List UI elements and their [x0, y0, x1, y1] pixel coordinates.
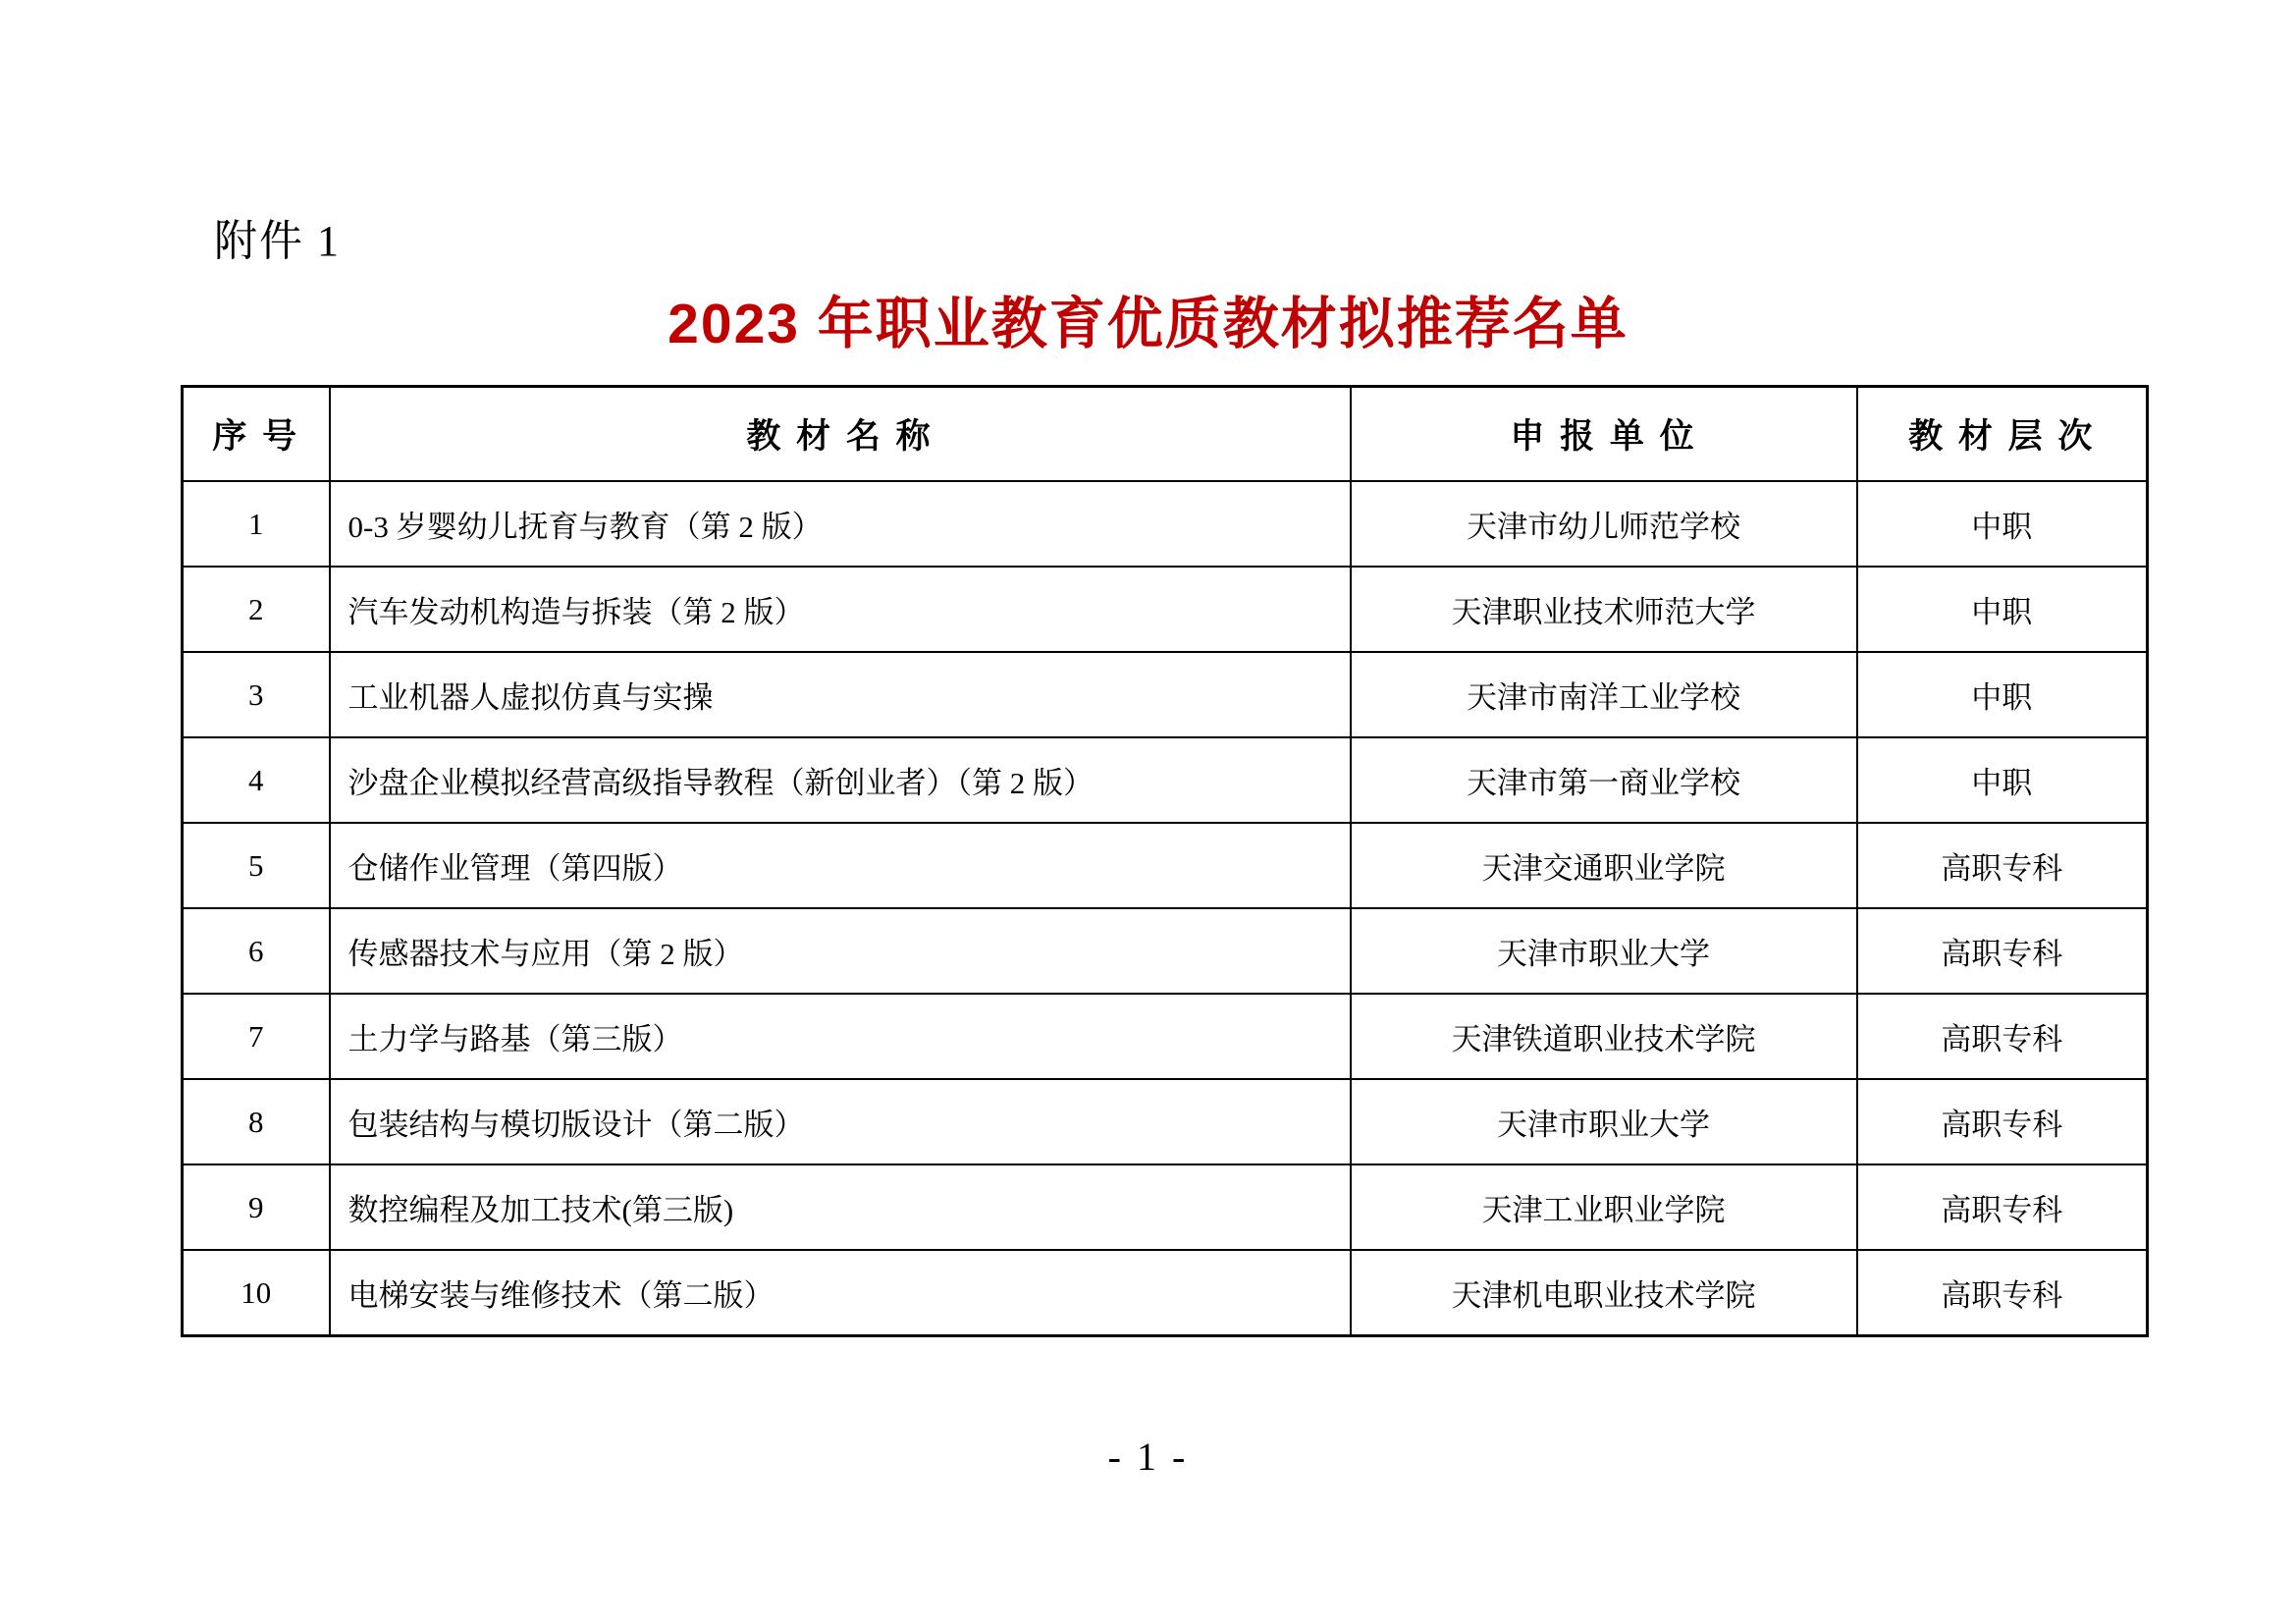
cell-textbook-level: 高职专科	[1857, 1250, 2148, 1336]
header-serial-number: 序 号	[183, 387, 330, 482]
cell-serial: 1	[183, 481, 330, 567]
cell-textbook-level: 高职专科	[1857, 1079, 2148, 1164]
cell-textbook-name: 0-3 岁婴幼儿抚育与教育（第 2 版）	[330, 481, 1351, 567]
cell-applying-unit: 天津市职业大学	[1351, 908, 1857, 994]
cell-textbook-level: 中职	[1857, 652, 2148, 737]
cell-textbook-name: 沙盘企业模拟经营高级指导教程（新创业者）（第 2 版）	[330, 737, 1351, 823]
cell-textbook-name: 工业机器人虚拟仿真与实操	[330, 652, 1351, 737]
table-row	[183, 823, 2148, 908]
cell-applying-unit: 天津市幼儿师范学校	[1351, 481, 1857, 567]
cell-textbook-name: 包装结构与模切版设计（第二版）	[330, 1079, 1351, 1164]
cell-textbook-level: 高职专科	[1857, 908, 2148, 994]
cell-serial: 2	[183, 567, 330, 652]
cell-serial: 10	[183, 1250, 330, 1336]
table-row	[183, 652, 2148, 737]
cell-applying-unit: 天津工业职业学院	[1351, 1164, 1857, 1250]
cell-applying-unit: 天津市职业大学	[1351, 1079, 1857, 1164]
header-textbook-level: 教 材 层 次	[1857, 387, 2148, 482]
cell-serial: 8	[183, 1079, 330, 1164]
cell-applying-unit: 天津交通职业学院	[1351, 823, 1857, 908]
cell-textbook-name: 数控编程及加工技术(第三版)	[330, 1164, 1351, 1250]
attachment-label: 附件 1	[214, 217, 341, 265]
header-textbook-name: 教 材 名 称	[330, 387, 1351, 482]
cell-serial: 6	[183, 908, 330, 994]
cell-applying-unit: 天津铁道职业技术学院	[1351, 994, 1857, 1079]
cell-textbook-level: 中职	[1857, 567, 2148, 652]
cell-applying-unit: 天津机电职业技术学院	[1351, 1250, 1857, 1336]
cell-serial: 3	[183, 652, 330, 737]
cell-applying-unit: 天津职业技术师范大学	[1351, 567, 1857, 652]
header-applying-unit: 申 报 单 位	[1351, 387, 1857, 482]
cell-serial: 4	[183, 737, 330, 823]
cell-serial: 9	[183, 1164, 330, 1250]
cell-textbook-level: 高职专科	[1857, 994, 2148, 1079]
document-title: 2023 年职业教育优质教材拟推荐名单	[667, 293, 1629, 355]
cell-textbook-name: 电梯安装与维修技术（第二版）	[330, 1250, 1351, 1336]
table-row	[183, 908, 2148, 994]
table-row	[183, 481, 2148, 567]
table-row	[183, 1079, 2148, 1164]
table-row	[183, 567, 2148, 652]
cell-serial: 5	[183, 823, 330, 908]
cell-serial: 7	[183, 994, 330, 1079]
cell-textbook-level: 中职	[1857, 737, 2148, 823]
table-row	[183, 1250, 2148, 1336]
cell-textbook-level: 高职专科	[1857, 823, 2148, 908]
page-number: - 1 -	[1107, 1435, 1189, 1479]
textbook-table	[181, 385, 2149, 1337]
cell-textbook-name: 土力学与路基（第三版）	[330, 994, 1351, 1079]
cell-applying-unit: 天津市南洋工业学校	[1351, 652, 1857, 737]
cell-applying-unit: 天津市第一商业学校	[1351, 737, 1857, 823]
cell-textbook-level: 中职	[1857, 481, 2148, 567]
table-row	[183, 737, 2148, 823]
cell-textbook-name: 传感器技术与应用（第 2 版）	[330, 908, 1351, 994]
table-row	[183, 1164, 2148, 1250]
cell-textbook-name: 仓储作业管理（第四版）	[330, 823, 1351, 908]
table-header-row	[183, 387, 2148, 482]
cell-textbook-level: 高职专科	[1857, 1164, 2148, 1250]
table-row	[183, 994, 2148, 1079]
cell-textbook-name: 汽车发动机构造与拆装（第 2 版）	[330, 567, 1351, 652]
